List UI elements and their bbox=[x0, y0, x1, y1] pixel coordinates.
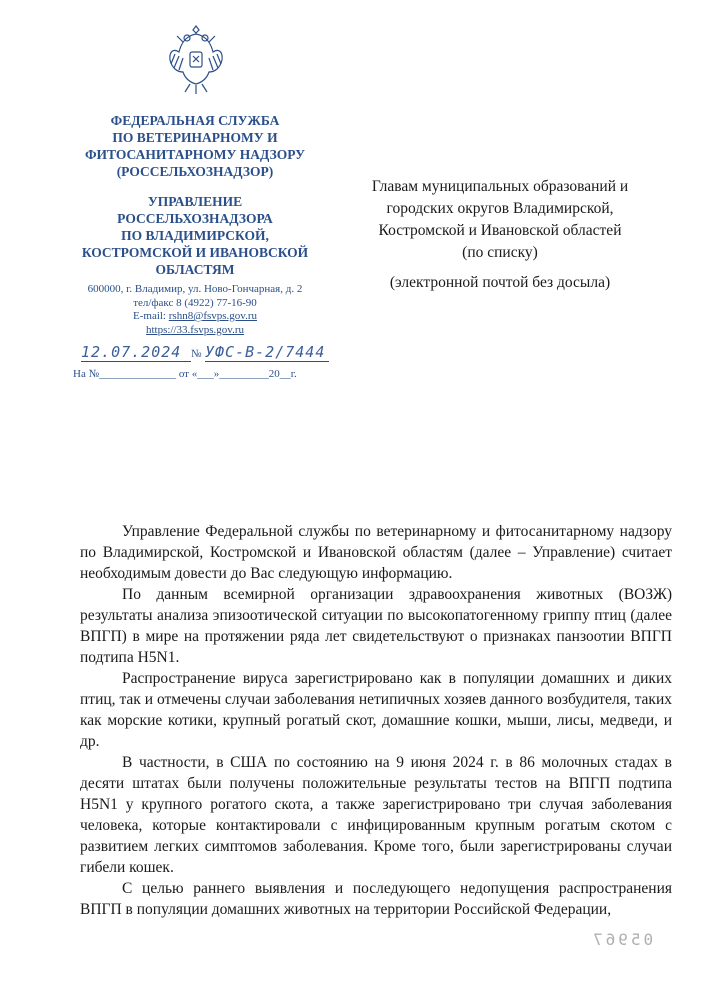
body-paragraph: По данным всемирной организации здравоохранения животных (ВОЗЖ) результаты анализа эпизоотической ситуации по высокопатогенному гриппу птиц (далее ВПГП) в мире на протяжении ряда лет свидетельствуют о признаках панзоотии ВПГП подтипа H5N1. bbox=[80, 586, 672, 666]
address-block bbox=[60, 283, 330, 337]
letter-body bbox=[80, 521, 672, 920]
recipient-line: (по списку) bbox=[462, 244, 538, 261]
postal-address: 600000, г. Владимир, ул. Ново-Гончарная, д. 2 bbox=[87, 283, 303, 295]
phone-fax: тел/факс 8 (4922) 77-16-90 bbox=[133, 296, 257, 309]
recipient-line: городских округов Владимирской, bbox=[386, 200, 614, 217]
org-line: ПО ВЕТЕРИНАРНОМУ И bbox=[112, 130, 278, 145]
email-label: E-mail: bbox=[133, 310, 169, 322]
dept-line: КОСТРОМСКОЙ И ИВАНОВСКОЙ bbox=[81, 245, 309, 260]
body-paragraph: В частности, в США по состоянию на 9 июня 2024 г. в 86 молочных стадах в десяти штатах были получены положительные результаты тестов на ВПГП подтипа H5N1 у крупного рогатого скота, а также зарегистрировано три случая заболевания человека, которые контактировали с инфицированным крупным рогатым скотом с развитием легких симптомов заболевания. Кроме того, были зарегистрированы случаи гибели кошек. bbox=[80, 754, 672, 876]
body-paragraph: С целью раннего выявления и последующего недопущения распространения ВПГП в популяции домашних животных на территории Российской Федерации, bbox=[80, 880, 672, 918]
dept-line: УПРАВЛЕНИЕ bbox=[147, 194, 243, 209]
recipient-line: Главам муниципальных образований и bbox=[371, 178, 629, 195]
registration-number: УФС-В-2/7444 bbox=[205, 343, 329, 362]
org-line: ФЕДЕРАЛЬНАЯ СЛУЖБА bbox=[110, 113, 280, 128]
bleed-through-stamp: 05967 bbox=[590, 930, 654, 949]
website-link[interactable]: https://33.fsvps.gov.ru bbox=[146, 323, 244, 336]
department-name bbox=[60, 193, 330, 278]
reference-line: На №______________ от «___»_________20__г. bbox=[73, 368, 297, 380]
recipient-line: Костромской и Ивановской областей bbox=[378, 222, 622, 239]
email-link[interactable]: rshn8@fsvps.gov.ru bbox=[168, 310, 257, 322]
body-paragraph: Распространение вируса зарегистрировано как в популяции домашних и диких птиц, так и отмечены случаи заболевания нетипичных хозяев данного возбудителя, таких как морские котики, крупный рогатый скот, домашние кошки, мыши, лисы, медведи, и др. bbox=[80, 670, 672, 750]
registration-date: 12.07.2024 bbox=[81, 343, 191, 362]
number-label: № bbox=[191, 348, 202, 360]
delivery-note: (электронной почтой без досыла) bbox=[389, 274, 611, 291]
body-paragraph: Управление Федеральной службы по ветеринарному и фитосанитарному надзору по Владимирской, Костромской и Ивановской областям (далее – Управление) считает необходимым довести до Вас следующую информацию. bbox=[80, 523, 672, 582]
org-line: ФИТОСАНИТАРНОМУ НАДЗОРУ bbox=[84, 147, 306, 162]
recipient-block bbox=[350, 176, 650, 294]
organization-name bbox=[60, 112, 330, 180]
dept-line: ПО ВЛАДИМИРСКОЙ, bbox=[121, 228, 269, 243]
russian-coat-of-arms-icon bbox=[165, 22, 227, 98]
org-line: (РОССЕЛЬХОЗНАДЗОР) bbox=[116, 164, 274, 179]
dept-line: РОССЕЛЬХОЗНАДЗОРА bbox=[117, 211, 273, 226]
registration-line bbox=[73, 343, 343, 365]
email-row bbox=[60, 310, 330, 324]
dept-line: ОБЛАСТЯМ bbox=[155, 262, 235, 277]
